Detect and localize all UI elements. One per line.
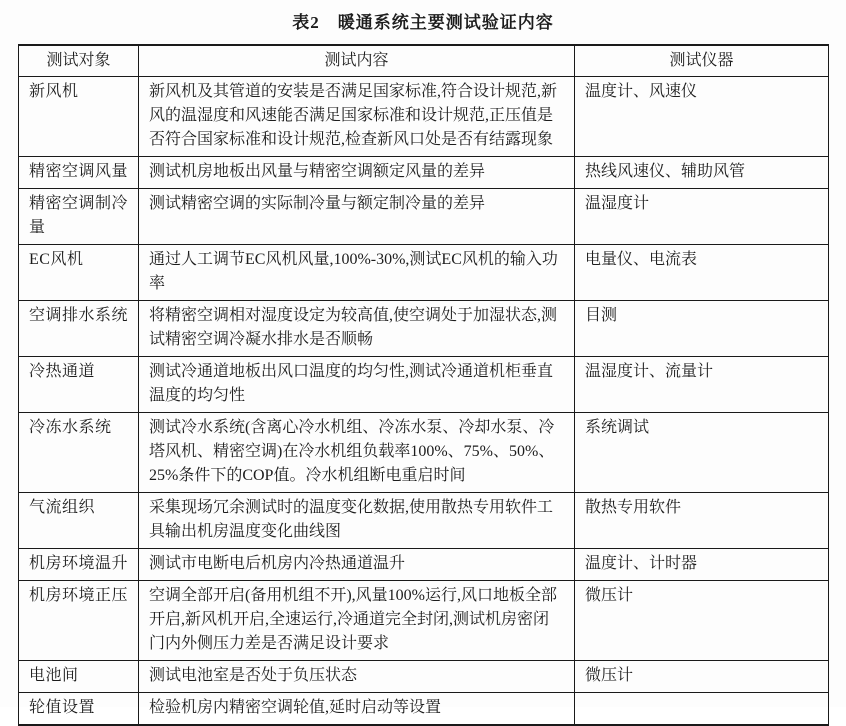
test-content-cell: 通过人工调节EC风机风量,100%-30%,测试EC风机的输入功率 (139, 245, 575, 301)
test-object-cell: 空调排水系统 (19, 301, 139, 357)
table-row (19, 157, 829, 189)
header-row (19, 45, 829, 77)
table-row (19, 413, 829, 493)
test-instrument-cell: 散热专用软件 (575, 493, 829, 549)
test-content-cell: 空调全部开启(备用机组不开),风量100%运行,风口地板全部开启,新风机开启,全速运行,冷通道完全封闭,测试机房密闭门内外侧压力差是否满足设计要求 (139, 581, 575, 661)
test-object-cell: 冷热通道 (19, 357, 139, 413)
header-test-object: 测试对象 (19, 45, 139, 77)
table-header (19, 45, 829, 77)
table-row (19, 301, 829, 357)
table-row (19, 693, 829, 726)
table-row (19, 549, 829, 581)
test-object-cell: 精密空调制冷量 (19, 189, 139, 245)
test-object-cell: 轮值设置 (19, 693, 139, 726)
test-instrument-cell: 微压计 (575, 661, 829, 693)
test-object-cell: 精密空调风量 (19, 157, 139, 189)
test-instrument-cell: 热线风速仪、辅助风管 (575, 157, 829, 189)
test-instrument-cell: 系统调试 (575, 413, 829, 493)
table-row (19, 245, 829, 301)
header-test-content: 测试内容 (139, 45, 575, 77)
test-content-cell: 新风机及其管道的安装是否满足国家标准,符合设计规范,新风的温湿度和风速能否满足国家标准和设计规范,正压值是否符合国家标准和设计规范,检查新风口处是否有结露现象 (139, 77, 575, 157)
test-object-cell: EC风机 (19, 245, 139, 301)
test-content-cell: 测试冷水系统(含离心冷水机组、冷冻水泵、冷却水泵、冷塔风机、精密空调)在冷水机组负载率100%、75%、50%、25%条件下的COP值。冷水机组断电重启时间 (139, 413, 575, 493)
table-row (19, 581, 829, 661)
test-content-cell: 将精密空调相对湿度设定为较高值,使空调处于加湿状态,测试精密空调冷凝水排水是否顺畅 (139, 301, 575, 357)
test-content-cell: 测试市电断电后机房内冷热通道温升 (139, 549, 575, 581)
test-object-cell: 机房环境温升 (19, 549, 139, 581)
test-instrument-cell: 温度计、风速仪 (575, 77, 829, 157)
test-instrument-cell (575, 693, 829, 726)
test-instrument-cell: 目测 (575, 301, 829, 357)
table-body (19, 77, 829, 726)
test-instrument-cell: 温湿度计 (575, 189, 829, 245)
table-row (19, 493, 829, 549)
test-instrument-cell: 电量仪、电流表 (575, 245, 829, 301)
test-object-cell: 电池间 (19, 661, 139, 693)
test-object-cell: 气流组织 (19, 493, 139, 549)
test-content-cell: 测试电池室是否处于负压状态 (139, 661, 575, 693)
table-row (19, 77, 829, 157)
test-instrument-cell: 温度计、计时器 (575, 549, 829, 581)
table-row (19, 661, 829, 693)
table-row (19, 189, 829, 245)
test-content-cell: 测试精密空调的实际制冷量与额定制冷量的差异 (139, 189, 575, 245)
test-content-cell: 测试冷通道地板出风口温度的均匀性,测试冷通道机柜垂直温度的均匀性 (139, 357, 575, 413)
test-content-cell: 采集现场冗余测试时的温度变化数据,使用散热专用软件工具输出机房温度变化曲线图 (139, 493, 575, 549)
test-instrument-cell: 温湿度计、流量计 (575, 357, 829, 413)
hvac-test-table (18, 44, 829, 726)
table-title: 表2 暖通系统主要测试验证内容 (292, 13, 554, 32)
test-object-cell: 冷冻水系统 (19, 413, 139, 493)
test-object-cell: 新风机 (19, 77, 139, 157)
test-content-cell: 测试机房地板出风量与精密空调额定风量的差异 (139, 157, 575, 189)
test-content-cell: 检验机房内精密空调轮值,延时启动等设置 (139, 693, 575, 726)
header-test-instrument: 测试仪器 (575, 45, 829, 77)
test-instrument-cell: 微压计 (575, 581, 829, 661)
test-object-cell: 机房环境正压 (19, 581, 139, 661)
table-row (19, 357, 829, 413)
